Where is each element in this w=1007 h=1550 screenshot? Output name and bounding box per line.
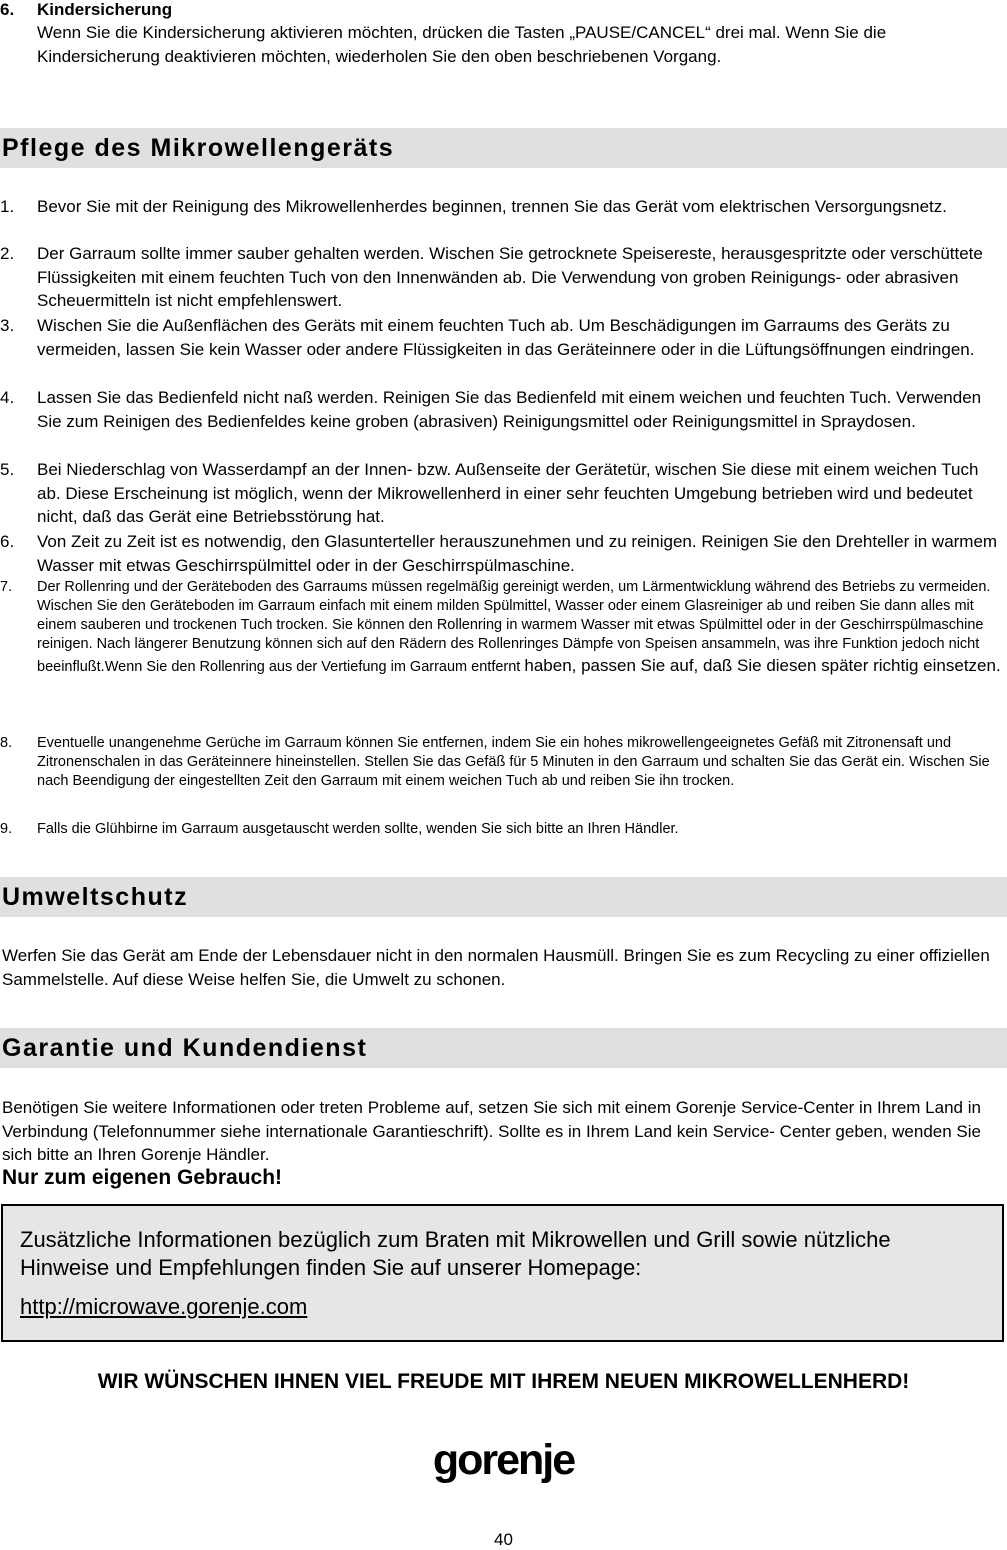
section-band-garantie (0, 1028, 1007, 1068)
pflege-heading: Pflege des Mikrowellengeräts (2, 134, 395, 162)
info-box (1, 1204, 1004, 1342)
kinder-number: 6. (0, 0, 15, 19)
list-item-text: Der Rollenring und der Geräteboden des Garraums müssen regelmäßig gereinigt werden, um Lärmentwicklung während des Betriebs zu vermeiden. Wischen Sie den Geräteboden im Garraum einfach mit einem milden Spülmittel, Wasser oder einem Glasreiniger ab und reiben Sie dann alles mit einem sauberen und trockenen Tuch trocken. Sie können den Rollenring in warmem Wasser mit etwas Spülmittel oder in der Geschirrspülmaschine reinigen. Nach längerer Benutzung können sich auf den Rädern des Rollenringes Dämpfe von Speisen ansammeln, was ihre Funktion jedoch nicht beeinflußt.Wenn Sie den Rollenring aus der Vertiefung im Garraum entfernt (37, 579, 991, 675)
section-band-pflege (0, 128, 1007, 168)
list-item: Bei Niederschlag von Wasserdampf an der Innen- bzw. Außenseite der Gerätetür, wischen Sie diese mit einem weichen Tuch ab. Diese Erscheinung ist möglich, wenn der Mikrowellenherd in einer sehr feuchten Umgebung betrieben wird und bedeutet nicht, daß das Gerät eine Betriebsstörung hat. (37, 460, 979, 526)
homepage-link[interactable]: http://microwave.gorenje.com (20, 1294, 308, 1319)
gorenje-logo: gorenje (432, 1436, 575, 1484)
list-item-number: 1. (0, 197, 15, 216)
list-item-number: 6. (0, 532, 15, 551)
kinder-text: Wenn Sie die Kindersicherung aktivieren möchten, drücken die Tasten „PAUSE/CANCEL“ drei mal. Wenn Sie die Kindersicherung deaktivieren möchten, wiederholen Sie den oben beschriebenen Vorgang. (37, 23, 887, 66)
closing-message: WIR WÜNSCHEN IHNEN VIEL FREUDE MIT IHREM NEUEN MIKROWELLENHERD! (97, 1370, 910, 1393)
page-number: 40 (494, 1530, 513, 1549)
list-item: Lassen Sie das Bedienfeld nicht naß werden. Reinigen Sie das Bedienfeld mit einem weichen und feuchten Tuch. Verwenden Sie zum Reinigen des Bedienfeldes keine groben (abrasiven) Reinigungsmittel oder Reinigungsmittel in Spraydosen. (37, 388, 982, 431)
list-item-number: 9. (0, 821, 13, 837)
garantie-note: Nur zum eigenen Gebrauch! (2, 1166, 283, 1189)
list-item: Bevor Sie mit der Reinigung des Mikrowellenherdes beginnen, trennen Sie das Gerät vom elektrischen Versorgungsnetz. (37, 197, 947, 216)
list-item-tail: haben, passen Sie auf, daß Sie diesen später richtig einsetzen. (524, 656, 1001, 675)
list-item-number: 2. (0, 244, 15, 263)
garantie-heading: Garantie und Kundendienst (2, 1034, 368, 1062)
list-item-number: 7. (0, 579, 13, 595)
list-item-number: 8. (0, 735, 13, 751)
list-item: Von Zeit zu Zeit ist es notwendig, den Glasunterteller herauszunehmen und zu reinigen. Reinigen Sie den Drehteller in warmem Wasser mit etwas Geschirrspülmittel oder in der Geschirrspülmaschine. (37, 532, 998, 575)
list-item-number: 5. (0, 460, 15, 479)
list-item-number: 4. (0, 388, 15, 407)
list-item: Wischen Sie die Außenflächen des Geräts mit einem feuchten Tuch ab. Um Beschädigungen im Garraums des Geräts zu vermeiden, lassen Sie kein Wasser oder andere Flüssigkeiten in das Geräteinnere oder in die Lüftungsöffnungen eindringen. (37, 316, 975, 359)
info-box-text: Zusätzliche Informationen bezüglich zum Braten mit Mikrowellen und Grill sowie nützliche Hinweise und Empfehlungen finden Sie auf unserer Homepage: (20, 1227, 891, 1280)
umwelt-heading: Umweltschutz (2, 883, 189, 911)
list-item: Der Garraum sollte immer sauber gehalten werden. Wischen Sie getrocknete Speisereste, herausgespritzte oder verschüttete Flüssigkeiten mit einem feuchten Tuch von den Innenwänden ab. Die Verwendung von groben Reinigungs- oder abrasiven Scheuermitteln ist nicht empfehlenswert. (37, 244, 983, 310)
garantie-text: Benötigen Sie weitere Informationen oder treten Probleme auf, setzen Sie sich mit einem Gorenje Service-Center in Ihrem Land in Verbindung (Telefonnummer siehe internationale Garantieschrift). Sollte es in Ihrem Land kein Service- Center geben, wenden Sie sich bitte an Ihren Gorenje Händler. (2, 1098, 981, 1164)
list-item: Eventuelle unangenehme Gerüche im Garraum können Sie entfernen, indem Sie ein hohes mikrowellengeeignetes Gefäß mit Zitronensaft und Zitronenschalen in das Geräteinnere hineinstellen. Stellen Sie das Gefäß für 5 Minuten in den Garraum und schalten Sie das Gerät ein. Wischen Sie nach Beendigung der eingestellten Zeit den Garraum mit einem weichen Tuch ab und reiben Sie ihn trocken. (37, 735, 990, 789)
umwelt-text: Werfen Sie das Gerät am Ende der Lebensdauer nicht in den normalen Hausmüll. Bringen Sie es zum Recycling zu einer offiziellen Sammelstelle. Auf diese Weise helfen Sie, die Umwelt zu schonen. (2, 946, 990, 989)
list-item-number: 3. (0, 316, 15, 335)
list-item: Falls die Glühbirne im Garraum ausgetauscht werden sollte, wenden Sie sich bitte an Ihren Händler. (37, 821, 679, 837)
kinder-title: Kindersicherung (37, 0, 173, 19)
section-band-umwelt (0, 877, 1007, 917)
list-item (37, 578, 1002, 677)
